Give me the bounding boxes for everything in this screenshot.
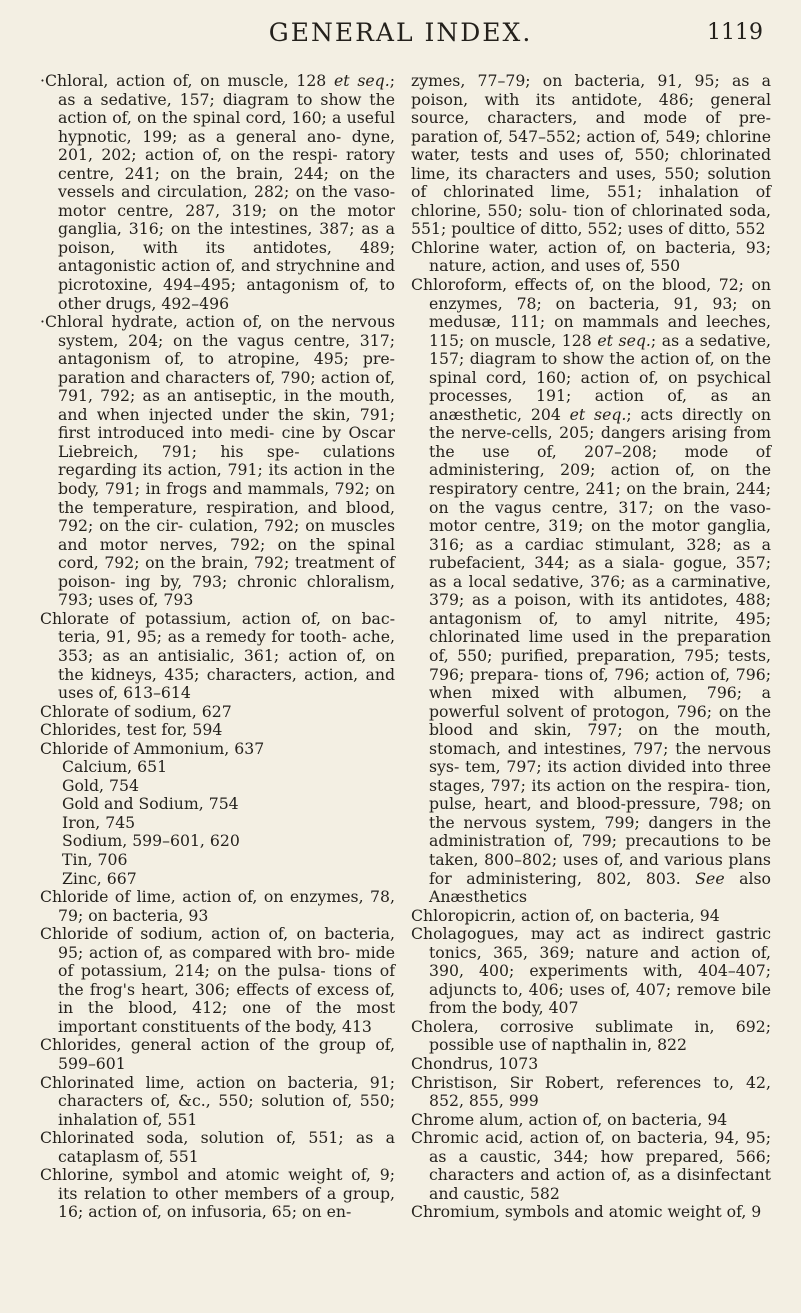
- index-entry: Chlorinated soda, solution of, 551; as a cataplasm of, 551: [40, 1128, 395, 1166]
- index-entry: Chlorine, symbol and atomic weight of, 9; its relation to other members of a group, 16; action of, on infusoria, 65; on en-: [40, 1165, 395, 1222]
- index-subentry: Calcium, 651: [62, 757, 168, 777]
- index-entry: Chloride of lime, action of, on enzymes, 78, 79; on bacteria, 93: [40, 887, 395, 925]
- index-entry: Chloride of Ammonium, 637: [40, 738, 265, 758]
- running-title: GENERAL INDEX.: [268, 18, 533, 47]
- index-entry: Chondrus, 1073: [411, 1053, 539, 1073]
- index-subentry: Sodium, 599–601, 620: [62, 831, 240, 851]
- page-header: [0, 14, 801, 54]
- index-subentry: Zinc, 667: [62, 868, 137, 888]
- index-subentry: Tin, 706: [62, 849, 128, 869]
- index-subentry: Gold and Sodium, 754: [62, 794, 239, 814]
- index-entry: Chloropicrin, action of, on bacteria, 94: [411, 905, 720, 925]
- index-entry: Chlorate of sodium, 627: [40, 701, 232, 721]
- index-entry: Chromium, symbols and atomic weight of, 9: [411, 1202, 762, 1222]
- left-column: [40, 72, 395, 1222]
- index-entry: Chlorate of potassium, action of, on bac- teria, 91, 95; as a remedy for tooth- ache, 353; as an antisialic, 361; action of, on the kidneys, 435; characters, action, and uses of, 613–614: [40, 608, 395, 703]
- index-subentry: Gold, 754: [62, 775, 139, 795]
- right-column: [411, 72, 771, 1222]
- index-entry: Chlorine water, action of, on bacteria, 93; nature, action, and uses of, 550: [411, 237, 771, 276]
- index-entry: Chlorides, general action of the group of, 599–601: [40, 1035, 395, 1073]
- index-entry: Chrome alum, action of, on bacteria, 94: [411, 1109, 728, 1129]
- index-entry: ·Chloral hydrate, action of, on the nervous system, 204; on the vagus centre, 317; antagonism of, to atropine, 495; pre- paration and characters of, 790; action of, 791, 792; as an antiseptic, in the mouth, and when injected under the skin, 791; first introduced into medi- cine by Oscar Liebreich, 791; his spe- culations regarding its action, 791; its action in the body, 791; in frogs and mammals, 792; on the temperature, respiration, and blood, 792; on the cir- culation, 792; on muscles and motor nerves, 792; on the spinal cord, 792; on the brain, 792; treatment of poison- ing by, 793; chronic chloralism, 793; uses of, 793: [40, 312, 395, 610]
- index-entry: Chromic acid, action of, on bacteria, 94, 95; as a caustic, 344; how prepared, 566; characters and action of, as a disinfectant and caustic, 582: [411, 1128, 771, 1203]
- index-subentry: Iron, 745: [62, 812, 136, 832]
- index-entry: Cholagogues, may act as indirect gastric tonics, 365, 369; nature and action of, 390, 400; experiments with, 404–407; adjuncts to, 406; uses of, 407; remove bile from the body, 407: [411, 924, 771, 1018]
- index-entry: Christison, Sir Robert, references to, 42, 852, 855, 999: [411, 1072, 771, 1111]
- index-entry-continued: zymes, 77–79; on bacteria, 91, 95; as a poison, with its antidote, 486; general source, characters, and mode of pre- paration of, 547–552; action of, 549; chlorine water, tests and uses of, 550; chlorinated lime, its characters and uses, 550; solution of chlorinated lime, 551; inhalation of chlorine, 550; solu- tion of chlorinated soda, 551; poultice of ditto, 552; uses of ditto, 552: [411, 71, 771, 239]
- page-number: 1119: [707, 20, 763, 45]
- index-entry: ·Chloral, action of, on muscle, 128 et seq.; as a sedative, 157; diagram to show the action of, on the spinal cord, 160; a useful hypnotic, 199; as a general ano- dyne, 201, 202; action of, on the respi- ratory centre, 241; on the brain, 244; on the vessels and circulation, 282; on the vaso-motor centre, 287, 319; on the motor ganglia, 316; on the intestines, 387; as a poison, with its antidotes, 489; antagonistic action of, and strychnine and picrotoxine, 494–495; antagonism of, to other drugs, 492–496: [40, 71, 395, 313]
- index-entry: Chlorinated lime, action on bacteria, 91; characters of, &c., 550; solution of, 550; inhalation of, 551: [40, 1072, 395, 1129]
- index-entry: Chloroform, effects of, on the blood, 72; on enzymes, 78; on bacteria, 91, 93; on medusæ, 111; on mammals and leeches, 115; on muscle, 128 et seq.; as a sedative, 157; diagram to show the action of, on the spinal cord, 160; action of, on psychical processes, 191; action of, as an anæsthetic, 204 et seq.; acts directly on the nerve-cells, 205; dangers arising from the use of, 207–208; mode of administering, 209; action of, on the respiratory centre, 241; on the brain, 244; on the vagus centre, 317; on the vaso-motor centre, 319; on the motor ganglia, 316; as a cardiac stimulant, 328; as a rubefacient, 344; as a siala- gogue, 357; as a local sedative, 376; as a carminative, 379; as a poison, with its antidotes, 488; antagonism of, to amyl nitrite, 495; chlorinated lime used in the preparation of, 550; purified, preparation, 795; tests, 796; prepara- tions of, 796; action of, 796; when mixed with albumen, 796; a powerful solvent of protogon, 796; on the blood and skin, 797; on the mouth, stomach, and intestines, 797; the nervous sys- tem, 797; its action divided into three stages, 797; its action on the respira- tion, pulse, heart, and blood-pressure, 798; on the nervous system, 799; dangers in the administration of, 799; precautions to be taken, 800–802; uses of, and various plans for administering, 802, 803. See also Anæsthetics: [411, 275, 771, 907]
- index-entry: Cholera, corrosive sublimate in, 692; possible use of napthalin in, 822: [411, 1016, 771, 1055]
- index-entry: Chlorides, test for, 594: [40, 720, 223, 740]
- index-entry: Chloride of sodium, action of, on bacteria, 95; action of, as compared with bro- mide of potassium, 214; on the pulsa- tions of the frog's heart, 306; effects of excess of, in the blood, 412; one of the most important constituents of the body, 413: [40, 924, 395, 1036]
